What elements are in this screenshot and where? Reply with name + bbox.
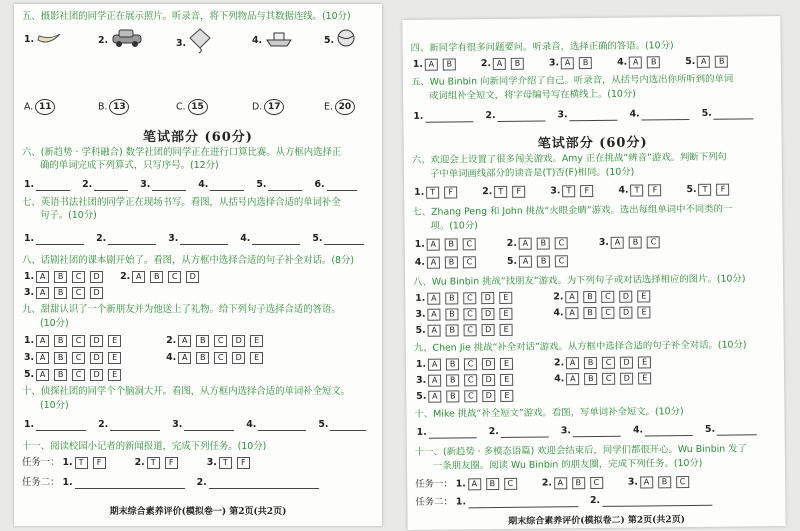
l-q5-option: D. 17 [252, 99, 284, 115]
l-q6-title: 六、(新趋势 · 学科融合) 数学社团的同学正在进行口算比赛。从方框内选择正 [22, 147, 342, 158]
l-q10-title-2: (10分) [40, 400, 69, 411]
r-q5-title-2: 或词组补全短文，将字母编号写在横线上。(10分) [429, 88, 636, 102]
l-q10-title: 十、侦探社团的同学个个脑洞大开。看图，从方框内选择合适的单词补全短文。 [22, 386, 351, 397]
l-q5-item: 3. [176, 28, 212, 58]
r-q4-answers: 1. A B 2. A B 3. A B 4. A B 5. A B [413, 54, 746, 70]
r-q9-row3: 5. A B C D E [416, 389, 530, 403]
right-exam-page [402, 16, 785, 530]
l-q5-item: 5. [324, 28, 356, 52]
left-exam-page [14, 4, 382, 526]
banana-icon [36, 28, 62, 50]
r-q11-title: 十一、(新趋势 · 多模态语篇) 欢迎会结束后，同学们都很开心。Wu Binbin 发了 [414, 443, 747, 458]
kite-icon [188, 28, 212, 58]
l-q11-task2: 任务二： 1. 2. [22, 476, 331, 489]
r-q6-answers: 1. T F 2. T F 3. T F 4. T F 5. T F [414, 182, 747, 198]
l-q8-title: 八、话剧社团的课本剧开始了。看图，从方框中选择合适的句子补全对话。(8分) [22, 255, 355, 266]
l-q6-answers: 1. 2. 3. 4. 5. 6. [24, 178, 369, 191]
r-q9-title: 九、Chen Jie 挑战“补全对话”游戏。从方框中选择合适的句子补全对话。(10分) [413, 339, 747, 354]
l-q7-answers: 1. 2. 3. 4. 5. [24, 232, 376, 245]
l-q9-title-2: (10分) [40, 318, 69, 329]
r-q7-title-2: 项。(10分) [430, 220, 478, 232]
l-q9-row3: 5. A B C D E [24, 368, 138, 381]
l-q9-title: 九、甜甜认识了一个新朋友并为他送上了礼物。给下列句子选择合适的答语。 [22, 304, 341, 315]
r-q5-answers: 1. 2. 3. 4. 5. [413, 106, 766, 123]
r-q4-title: 四、新同学有很多问题要问。听录音，选择正确的答语。(10分) [410, 40, 674, 54]
r-q7-row1: 1. A B C 2. A B C 3. A B C [415, 235, 677, 251]
r-q8-title: 八、Wu Binbin 挑战“找朋友”游戏。为下列句子或对话选择相应的图片。(10分) [413, 273, 746, 288]
l-section-title: 笔试部分 (60分) [143, 130, 253, 145]
r-q6-title: 六、欢迎会上设置了很多闯关游戏。Amy 正在挑战“辨音”游戏。判断下列句 [411, 151, 727, 166]
r-q11-task2: 任务二： 1. 2. [415, 493, 724, 509]
l-q5-option: B. 13 [98, 99, 129, 115]
toy-car-icon [110, 28, 144, 52]
r-q7-title: 七、Zhang Peng 和 John 挑战“火眼金睛”游戏。选出每组单词中不同类的一 [412, 203, 733, 218]
boat-icon [264, 28, 294, 52]
r-q8-row3: 5. A B C D E [416, 323, 530, 337]
ball-icon [336, 28, 356, 52]
l-q7-title-2: 句子。(10分) [40, 210, 97, 221]
l-q5-title: 五、摄影社团的同学正在展示照片。听录音，将下列物品与其数据连线。(10分) [22, 11, 351, 22]
l-q5-option: E. 20 [324, 99, 355, 115]
r-q10-answers: 1. 2. 3. 4. 5. [417, 422, 770, 439]
l-q5-item: 2. [98, 28, 144, 52]
l-q9-row2: 3. A B C D E 4. A B C D E [24, 351, 280, 364]
r-q7-row2: 4. A B C 5. A B C [415, 254, 585, 269]
l-footer: 期末综合素养评价(模拟卷一) 第2页(共2页) [109, 507, 287, 517]
l-q7-title: 七、英语书法社团的同学正在现场书写。看图，从括号内选择合适的单词补全 [22, 197, 341, 208]
r-q5-title: 五、Wu Binbin 向新同学介绍了自己。听录音，从括号内选出你所听到的单词 [410, 73, 734, 88]
l-q5-item: 1. [24, 28, 62, 50]
l-q5-item: 4. [252, 28, 294, 52]
r-q11-title-2: 一条朋友圈。阅读 Wu Binbin 的朋友圈，完成下列任务。(10分) [432, 457, 703, 472]
l-q5-option: C. 15 [176, 99, 208, 115]
l-q6-title-2: 确的单词完成下列算式，只写序号。(12分) [40, 160, 219, 171]
l-q8-row1: 1. A B C D 2. A B C D [24, 270, 216, 283]
r-q6-title-2: 子中单词画线部分的读音是(T)否(F)相同。(10分) [429, 166, 635, 180]
r-section-title: 笔试部分 (60分) [537, 135, 648, 152]
r-q8-row2: 3. A B C D E 4. A B C D E [415, 305, 667, 321]
r-q9-row1: 1. A B C D E 2. A B C D E [416, 355, 668, 371]
l-q5-option: A. 11 [24, 99, 55, 115]
r-q11-task1: 任务一： 1. A B C 2. A B C 3. A B C [415, 475, 706, 491]
r-footer: 期末综合素养评价(模拟卷二) 第2页(共2页) [508, 515, 685, 527]
r-q8-row1: 1. A B C D E 2. A B C D E [415, 289, 667, 305]
r-q9-row2: 3. A B C D E 4. A B C D E [416, 371, 668, 387]
l-q11-title: 十一、阅读校园小记者的新闻报道，完成下列任务。(10分) [22, 441, 267, 452]
l-q8-row2: 3. A B C D [24, 286, 120, 299]
l-q11-task1: 任务一： 1. T F 2. T F 3. T F [22, 456, 267, 469]
r-q10-title: 十、Mike 挑战“补全短文”游戏。看图，写单词补全短文。(10分) [414, 406, 684, 420]
l-q10-answers: 1. 2. 3. 4. 5. [24, 418, 378, 431]
l-q9-row1: 1. A B C D E 2. A B C D E [24, 334, 280, 347]
